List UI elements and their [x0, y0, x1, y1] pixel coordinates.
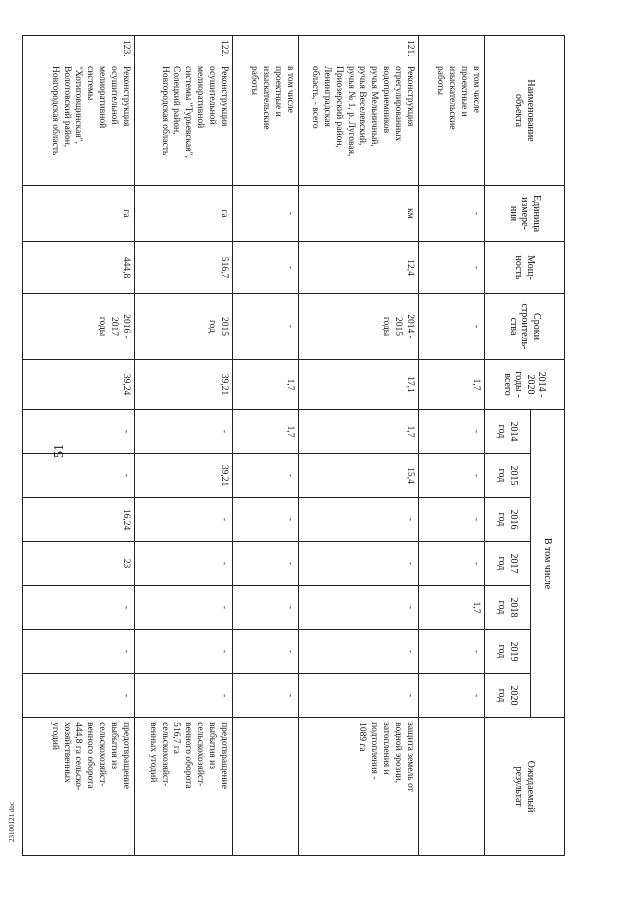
cell-year-value: -: [23, 454, 135, 498]
cell-capacity: -: [233, 242, 299, 294]
cell-year-value: -: [233, 454, 299, 498]
cell-unit: га: [23, 186, 135, 242]
header-capacity: Мощ- ность: [485, 242, 565, 294]
cell-year-value: -: [299, 630, 419, 674]
table-body: [23, 36, 485, 856]
cell-capacity: 444,8: [23, 242, 135, 294]
cell-timeframe: 2016 - 2017 годы: [23, 294, 135, 360]
header-total: 2014 - 2020 годы - всего: [485, 360, 565, 410]
row-number: [434, 40, 482, 66]
cell-year-value: -: [233, 542, 299, 586]
cell-year-value: -: [135, 630, 233, 674]
object-name: Реконструкция отрегулированных водоприемников ручья Мельничный, ручья Веселевский, ручья № 1, р. Луговая, Приозерский район, Ленинградская область, - всего: [310, 66, 415, 157]
table-row: [233, 36, 299, 856]
header-year: 2018 год: [485, 586, 531, 630]
row-number: 121.: [405, 40, 415, 57]
cell-capacity: 12,4: [299, 242, 419, 294]
header-year: 2015 год: [485, 454, 531, 498]
cell-timeframe: -: [419, 294, 485, 360]
header-result: Ожидаемый результат: [485, 718, 565, 856]
cell-year-value: -: [419, 542, 485, 586]
cell-year-value: 39,21: [135, 454, 233, 498]
object-name: Реконструкция осушительной мелиоративной системы "Турьевская", Солецкий район, Новгородская область: [159, 66, 229, 158]
cell-year-value: -: [233, 498, 299, 542]
cell-object-name: [419, 36, 485, 186]
cell-year-value: -: [299, 586, 419, 630]
cell-year-value: -: [299, 542, 419, 586]
cell-capacity: -: [419, 242, 485, 294]
header-year: 2019 год: [485, 630, 531, 674]
object-name: Реконструкция осушительной мелиоративной системы "Хотиговщинская", Волотовский район, Новгородская область: [49, 66, 131, 156]
cell-year-value: -: [233, 586, 299, 630]
cell-year-value: -: [135, 542, 233, 586]
cell-year-value: -: [23, 630, 135, 674]
table-row: [299, 36, 419, 856]
cell-year-value: -: [233, 674, 299, 718]
object-name: в том числе проектные и изыскательские работы: [249, 66, 295, 130]
cell-year-value: 16,24: [23, 498, 135, 542]
cell-total: 39,21: [135, 360, 233, 410]
cell-year-value: -: [299, 674, 419, 718]
cell-year-value: -: [419, 454, 485, 498]
header-timeframe: Сроки строитель- ства: [485, 294, 565, 360]
cell-result: предотвращение выбытия из сельскохозяйст- венного оборота 444,8 га сельско- хозяйственных угодий: [23, 718, 135, 856]
cell-total: 39,24: [23, 360, 135, 410]
cell-year-value: 1,7: [233, 410, 299, 454]
cell-year-value: 1,7: [419, 586, 485, 630]
row-number: [248, 40, 296, 66]
object-name: в том числе проектные и изыскательские работы: [435, 66, 481, 130]
cell-total: 1,7: [419, 360, 485, 410]
cell-unit: -: [419, 186, 485, 242]
cell-capacity: 516,7: [135, 242, 233, 294]
cell-year-value: -: [23, 674, 135, 718]
header-year: 2020 год: [485, 674, 531, 718]
cell-unit: -: [233, 186, 299, 242]
cell-year-value: 15,4: [299, 454, 419, 498]
cell-year-value: -: [299, 498, 419, 542]
cell-object-name: [23, 36, 135, 186]
cell-year-value: -: [135, 498, 233, 542]
cell-year-value: -: [419, 674, 485, 718]
cell-year-value: -: [135, 586, 233, 630]
footer-filename: 23100121.doc: [8, 802, 16, 842]
cell-year-value: -: [419, 498, 485, 542]
cell-total: 1,7: [233, 360, 299, 410]
cell-year-value: 23: [23, 542, 135, 586]
page-number: 51: [52, 444, 67, 458]
row-number: 122.: [219, 40, 229, 57]
cell-total: 17,1: [299, 360, 419, 410]
construction-objects-table: [22, 35, 565, 856]
table-row: [419, 36, 485, 856]
cell-year-value: -: [23, 586, 135, 630]
header-unit: Единица измере- ния: [485, 186, 565, 242]
cell-timeframe: 2014 - 2015 годы: [299, 294, 419, 360]
cell-object-name: [233, 36, 299, 186]
header-object-name: Наименование объекта: [485, 36, 565, 186]
header-year: 2017 год: [485, 542, 531, 586]
cell-year-value: -: [233, 630, 299, 674]
cell-unit: га: [135, 186, 233, 242]
table-row: [135, 36, 233, 856]
cell-timeframe: -: [233, 294, 299, 360]
cell-result: предотвращение выбытия из сельскохозяйст- венного оборота 516,7 га сельскохозяйст- венных угодий: [135, 718, 233, 856]
row-number: 123.: [121, 40, 131, 57]
cell-timeframe: 2015 год: [135, 294, 233, 360]
header-year: 2014 год: [485, 410, 531, 454]
cell-result: [419, 718, 485, 856]
cell-object-name: [299, 36, 419, 186]
cell-year-value: 1,7: [299, 410, 419, 454]
cell-result: [233, 718, 299, 856]
rotated-table-container: [49, 35, 565, 855]
table-row: [23, 36, 135, 856]
cell-year-value: -: [135, 410, 233, 454]
cell-year-value: -: [23, 410, 135, 454]
cell-year-value: -: [419, 630, 485, 674]
cell-result: защита земель от водной эрозии, затопления и подтопления - 1089 га: [299, 718, 419, 856]
cell-object-name: [135, 36, 233, 186]
cell-unit: км: [299, 186, 419, 242]
header-year: 2016 год: [485, 498, 531, 542]
cell-year-value: -: [135, 674, 233, 718]
cell-year-value: -: [419, 410, 485, 454]
header-including: В том числе: [531, 410, 565, 718]
